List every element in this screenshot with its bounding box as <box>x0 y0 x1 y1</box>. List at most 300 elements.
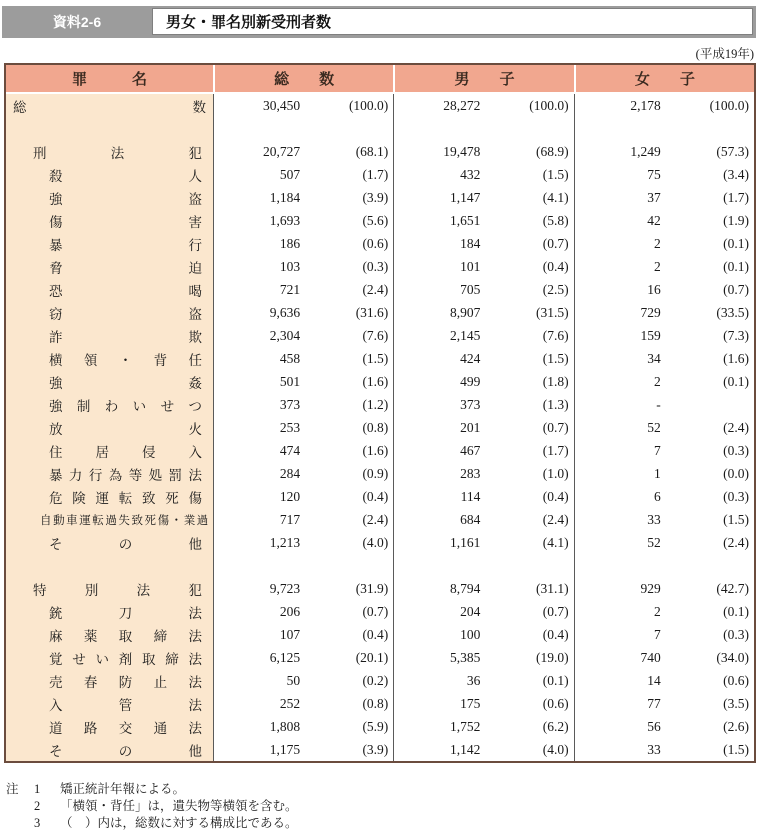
male-percent: (0.4) <box>542 258 569 274</box>
female-cell <box>574 232 754 255</box>
male-percent: (1.8) <box>542 373 569 389</box>
crime-name-char: 刑 <box>33 145 47 161</box>
document-header-band <box>2 6 756 38</box>
male-value: 114 <box>460 488 481 504</box>
crime-name-char: 盗 <box>188 306 202 322</box>
table-row <box>6 623 754 646</box>
crime-name-char: 害 <box>188 214 202 230</box>
female-percent: (0.1) <box>723 258 749 274</box>
total-cell <box>213 324 393 347</box>
crime-name-char: 傷 <box>188 490 202 506</box>
male-cell <box>393 554 573 577</box>
crime-name-char: 過 <box>105 514 117 527</box>
female-percent: (0.1) <box>723 235 749 251</box>
male-value: 19,478 <box>443 143 481 159</box>
female-cell <box>574 209 754 232</box>
table-header-row <box>6 65 754 94</box>
table-row <box>6 209 754 232</box>
crime-name-char: 防 <box>118 674 133 690</box>
total-percent: (7.6) <box>362 327 389 343</box>
crime-name-char: 力 <box>68 467 83 483</box>
crime-name-cell <box>6 370 213 393</box>
crime-name-char: 強 <box>49 191 63 207</box>
male-value: 467 <box>460 442 481 458</box>
male-value: 373 <box>460 396 481 412</box>
crime-name-char: 覚 <box>49 651 63 667</box>
male-value: 684 <box>460 511 481 527</box>
male-value: 101 <box>460 258 481 274</box>
male-percent: (0.7) <box>542 235 569 251</box>
male-cell <box>393 324 573 347</box>
total-value: 284 <box>279 465 301 481</box>
crime-name-cell <box>6 347 213 370</box>
male-cell <box>393 738 573 761</box>
male-cell <box>393 485 573 508</box>
total-percent: (0.4) <box>362 626 389 642</box>
female-percent: (0.0) <box>723 465 749 481</box>
total-cell <box>213 508 393 531</box>
crime-name-char: 別 <box>84 582 99 598</box>
table-row <box>6 232 754 255</box>
male-value: 184 <box>460 235 481 251</box>
total-cell <box>213 163 393 186</box>
crime-name-char: 麻 <box>49 628 63 644</box>
female-percent: (2.4) <box>723 419 749 435</box>
total-value: 30,450 <box>262 97 301 113</box>
crime-name-char: 人 <box>188 168 202 184</box>
total-percent: (2.4) <box>362 281 389 297</box>
table-row <box>6 94 754 117</box>
year-note: (平成19年) <box>695 47 754 61</box>
crime-name-char: 行 <box>188 237 202 253</box>
female-cell <box>574 577 754 600</box>
total-percent: (31.9) <box>355 580 389 596</box>
crime-name-char: 居 <box>95 444 109 460</box>
male-percent: (0.4) <box>542 626 569 642</box>
crime-name-cell <box>6 508 213 531</box>
female-cell <box>574 600 754 623</box>
male-value: 432 <box>460 166 481 182</box>
crime-name-char: 道 <box>49 720 63 736</box>
crime-name-char: 脅 <box>49 260 63 276</box>
crime-name-char: 強 <box>49 398 63 414</box>
crime-name-char: 法 <box>188 467 202 483</box>
total-cell <box>213 255 393 278</box>
female-cell <box>574 738 754 761</box>
crime-name-cell <box>6 140 213 163</box>
crime-name-char: 致 <box>131 514 143 527</box>
female-value: 2 <box>653 603 661 619</box>
total-cell <box>213 393 393 416</box>
female-value: 33 <box>647 511 661 527</box>
male-value: 204 <box>460 603 481 619</box>
female-percent: (1.5) <box>723 741 749 757</box>
female-cell <box>574 692 754 715</box>
male-percent: (4.0) <box>542 741 569 757</box>
male-cell <box>393 462 573 485</box>
crime-name-cell <box>6 692 213 715</box>
header-cell-total: 総 数 <box>213 65 393 92</box>
male-percent: (7.6) <box>542 327 569 343</box>
crime-name-cell <box>6 393 213 416</box>
crime-name-char: 殺 <box>49 168 63 184</box>
total-percent: (68.1) <box>355 143 389 159</box>
female-percent: (57.3) <box>716 143 749 159</box>
female-value: 14 <box>647 672 661 688</box>
female-cell <box>574 301 754 324</box>
table-row <box>6 324 754 347</box>
crime-name-cell <box>6 301 213 324</box>
crime-name-char: 犯 <box>188 582 202 598</box>
male-value: 1,752 <box>450 718 481 734</box>
male-cell <box>393 692 573 715</box>
female-value: 6 <box>653 488 661 504</box>
footnote-line <box>6 798 298 815</box>
crime-name-char: 運 <box>79 514 91 527</box>
note-mark <box>6 815 34 832</box>
male-cell <box>393 715 573 738</box>
note-number: 3 <box>34 816 41 830</box>
male-value: 1,651 <box>450 212 481 228</box>
total-cell <box>213 692 393 715</box>
total-cell <box>213 715 393 738</box>
total-value: 507 <box>279 166 301 182</box>
male-percent: (31.5) <box>536 304 569 320</box>
female-cell <box>574 462 754 485</box>
female-value: - <box>656 396 661 412</box>
male-cell <box>393 646 573 669</box>
crime-name-char: 締 <box>165 651 179 667</box>
female-percent: (2.6) <box>723 718 749 734</box>
note-text: 「横領・背任」は，遺失物等横領を含む。 <box>60 799 298 813</box>
male-percent: (100.0) <box>529 97 569 113</box>
female-value: 2,178 <box>630 97 661 113</box>
female-percent: (42.7) <box>716 580 749 596</box>
female-cell <box>574 347 754 370</box>
male-value: 100 <box>460 626 481 642</box>
total-value: 6,125 <box>269 649 301 665</box>
total-value: 1,175 <box>269 741 301 757</box>
crime-name-cell <box>6 646 213 669</box>
crime-name-char: 横 <box>49 352 63 368</box>
male-cell <box>393 577 573 600</box>
total-cell <box>213 117 393 140</box>
male-cell <box>393 232 573 255</box>
female-percent: (0.1) <box>723 603 749 619</box>
crime-name-char: 刀 <box>118 605 133 621</box>
crime-name-char: 取 <box>142 651 156 667</box>
crime-name-char: 背 <box>153 352 168 368</box>
crime-name-cell <box>6 163 213 186</box>
female-percent: (1.9) <box>723 212 749 228</box>
total-value: 206 <box>279 603 301 619</box>
female-cell <box>574 186 754 209</box>
female-percent: (1.6) <box>723 350 749 366</box>
note-mark: 注 <box>6 782 19 796</box>
female-value: 740 <box>640 649 661 665</box>
female-value: 34 <box>647 350 661 366</box>
crime-name-char: わ <box>104 398 119 414</box>
crime-name-cell <box>6 554 213 577</box>
crime-name-cell <box>6 439 213 462</box>
crime-name-char: そ <box>49 743 63 759</box>
note-number: 2 <box>34 799 41 813</box>
crime-name-char: ・ <box>170 514 182 527</box>
female-cell <box>574 370 754 393</box>
total-percent: (1.5) <box>362 350 389 366</box>
document-label: 資料2-6 <box>52 14 102 30</box>
total-value: 1,213 <box>269 534 301 550</box>
male-cell <box>393 439 573 462</box>
male-cell <box>393 623 573 646</box>
total-value: 120 <box>279 488 301 504</box>
female-percent: (0.6) <box>723 672 749 688</box>
table-row <box>6 393 754 416</box>
male-value: 283 <box>460 465 481 481</box>
table-row <box>6 600 754 623</box>
female-cell <box>574 508 754 531</box>
total-cell <box>213 370 393 393</box>
female-percent: (3.5) <box>723 695 749 711</box>
table-row <box>6 715 754 738</box>
crime-name-char: 転 <box>118 490 133 506</box>
total-cell <box>213 600 393 623</box>
header-cell-male: 男 子 <box>393 65 573 92</box>
total-cell <box>213 738 393 761</box>
crime-name-char: 路 <box>83 720 98 736</box>
male-percent: (19.0) <box>536 649 569 665</box>
male-percent: (0.7) <box>542 603 569 619</box>
crime-name-char: 過 <box>196 514 208 527</box>
total-percent: (5.9) <box>362 718 389 734</box>
crime-name-char: い <box>132 398 147 414</box>
male-cell <box>393 600 573 623</box>
total-value: 474 <box>279 442 301 458</box>
female-percent: (1.5) <box>723 511 749 527</box>
table-row <box>6 370 754 393</box>
crime-name-char: 通 <box>153 720 168 736</box>
male-cell <box>393 117 573 140</box>
male-cell <box>393 186 573 209</box>
crime-name-char: 交 <box>118 720 133 736</box>
crime-name-char: い <box>95 651 109 667</box>
female-percent: (2.4) <box>723 534 749 550</box>
total-percent: (0.8) <box>362 695 389 711</box>
male-percent: (4.1) <box>542 189 569 205</box>
female-cell <box>574 623 754 646</box>
crime-name-char: 法 <box>188 720 202 736</box>
crime-name-char: 車 <box>66 514 78 527</box>
crime-name-cell <box>6 577 213 600</box>
crime-name-cell <box>6 324 213 347</box>
table-row <box>6 278 754 301</box>
crime-name-char: 締 <box>153 628 168 644</box>
female-value: 42 <box>647 212 661 228</box>
female-value: 2 <box>653 258 661 274</box>
note-mark <box>6 798 34 815</box>
crime-name-char: 総 <box>13 99 27 115</box>
total-percent: (0.2) <box>362 672 389 688</box>
female-value: 33 <box>647 741 661 757</box>
crime-name-cell <box>6 623 213 646</box>
female-cell <box>574 554 754 577</box>
female-percent: (100.0) <box>709 97 749 113</box>
table-row <box>6 577 754 600</box>
spacer-row <box>6 117 754 140</box>
crime-name-char: 制 <box>76 398 91 414</box>
total-value: 186 <box>279 235 301 251</box>
male-percent: (6.2) <box>542 718 569 734</box>
total-value: 717 <box>279 511 301 527</box>
table-row <box>6 738 754 761</box>
total-value: 373 <box>279 396 301 412</box>
total-cell <box>213 209 393 232</box>
crime-name-char: 法 <box>188 697 202 713</box>
total-value: 9,636 <box>269 304 301 320</box>
female-percent: (1.7) <box>723 189 749 205</box>
table-row <box>6 439 754 462</box>
total-percent: (1.6) <box>362 373 389 389</box>
total-cell <box>213 347 393 370</box>
male-value: 705 <box>460 281 481 297</box>
female-value: 1,249 <box>630 143 661 159</box>
total-value: 1,184 <box>269 189 301 205</box>
female-percent: (7.3) <box>723 327 749 343</box>
total-value: 253 <box>279 419 301 435</box>
male-value: 175 <box>460 695 481 711</box>
male-percent: (5.8) <box>542 212 569 228</box>
crime-name-cell <box>6 416 213 439</box>
female-value: 75 <box>647 166 661 182</box>
note-text: （ ）内は，総数に対する構成比である。 <box>60 816 298 830</box>
male-value: 2,145 <box>450 327 481 343</box>
total-cell <box>213 531 393 554</box>
male-percent: (1.3) <box>542 396 569 412</box>
total-percent: (4.0) <box>362 534 389 550</box>
crime-name-char: 運 <box>95 490 109 506</box>
crime-name-char: 等 <box>128 467 143 483</box>
crime-name-char: 入 <box>49 697 63 713</box>
crime-name-char: の <box>118 743 133 759</box>
female-value: 52 <box>647 534 661 550</box>
male-value: 1,147 <box>450 189 481 205</box>
crime-name-char: 強 <box>49 375 63 391</box>
total-cell <box>213 577 393 600</box>
document-title-box <box>152 8 753 35</box>
male-percent: (68.9) <box>536 143 569 159</box>
crime-name-char: 失 <box>118 514 130 527</box>
male-value: 8,794 <box>450 580 481 596</box>
male-percent: (4.1) <box>542 534 569 550</box>
crime-name-char: 傷 <box>49 214 63 230</box>
total-value: 721 <box>279 281 301 297</box>
total-percent: (3.9) <box>362 189 389 205</box>
header-cell-crime-name: 罪 名 <box>71 71 147 88</box>
female-value: 16 <box>647 281 661 297</box>
footnote-line <box>6 781 298 798</box>
male-value: 8,907 <box>450 304 481 320</box>
female-cell <box>574 531 754 554</box>
total-percent: (2.4) <box>362 511 389 527</box>
male-percent: (2.5) <box>542 281 569 297</box>
female-cell <box>574 715 754 738</box>
crime-name-cell <box>6 462 213 485</box>
male-percent: (1.5) <box>542 350 569 366</box>
crime-name-char: そ <box>49 536 63 552</box>
total-value: 20,727 <box>262 143 301 159</box>
female-cell <box>574 117 754 140</box>
total-value: 501 <box>279 373 301 389</box>
male-percent: (0.1) <box>542 672 569 688</box>
total-value: 252 <box>279 695 301 711</box>
total-value: 2,304 <box>269 327 301 343</box>
female-value: 1 <box>653 465 661 481</box>
table-row <box>6 462 754 485</box>
female-cell <box>574 163 754 186</box>
male-cell <box>393 416 573 439</box>
crime-name-char: 暴 <box>49 237 63 253</box>
crime-name-char: 動 <box>53 514 65 527</box>
total-cell <box>213 462 393 485</box>
crime-name-char: 薬 <box>83 628 98 644</box>
crime-name-char: 業 <box>183 514 195 527</box>
crime-name-cell <box>6 94 213 117</box>
crime-name-cell <box>6 209 213 232</box>
female-value: 929 <box>640 580 661 596</box>
crime-name-char: 自 <box>40 514 52 527</box>
crime-name-char: 銃 <box>49 605 63 621</box>
crime-name-cell <box>6 485 213 508</box>
total-cell <box>213 301 393 324</box>
crime-name-char: 暴 <box>49 467 63 483</box>
crime-name-char: 特 <box>33 582 47 598</box>
male-cell <box>393 531 573 554</box>
crime-name-cell <box>6 232 213 255</box>
table-row <box>6 416 754 439</box>
female-cell <box>574 485 754 508</box>
total-percent: (5.6) <box>362 212 389 228</box>
crime-name-char: 恐 <box>49 283 63 299</box>
total-cell <box>213 416 393 439</box>
total-percent: (20.1) <box>355 649 389 665</box>
crime-name-char: 法 <box>188 651 202 667</box>
crime-name-cell <box>6 117 213 140</box>
male-percent: (2.4) <box>542 511 569 527</box>
note-number: 1 <box>34 782 41 796</box>
crime-name-char: ・ <box>118 352 133 368</box>
total-percent: (1.7) <box>362 166 389 182</box>
crime-name-char: 法 <box>188 674 202 690</box>
male-percent: (1.5) <box>542 166 569 182</box>
crime-name-char: 他 <box>188 536 202 552</box>
male-cell <box>393 669 573 692</box>
total-cell <box>213 439 393 462</box>
male-cell <box>393 209 573 232</box>
total-percent: (0.8) <box>362 419 389 435</box>
total-cell <box>213 140 393 163</box>
crime-name-char: 法 <box>188 628 202 644</box>
crime-name-char: つ <box>188 398 202 414</box>
document-title: 男女・罪名別新受刑者数 <box>166 14 332 31</box>
female-cell <box>574 646 754 669</box>
crime-name-char: 死 <box>144 514 156 527</box>
crime-name-char: 売 <box>49 674 63 690</box>
total-cell <box>213 278 393 301</box>
male-cell <box>393 508 573 531</box>
male-cell <box>393 370 573 393</box>
total-percent: (0.9) <box>362 465 389 481</box>
male-percent: (1.0) <box>542 465 569 481</box>
